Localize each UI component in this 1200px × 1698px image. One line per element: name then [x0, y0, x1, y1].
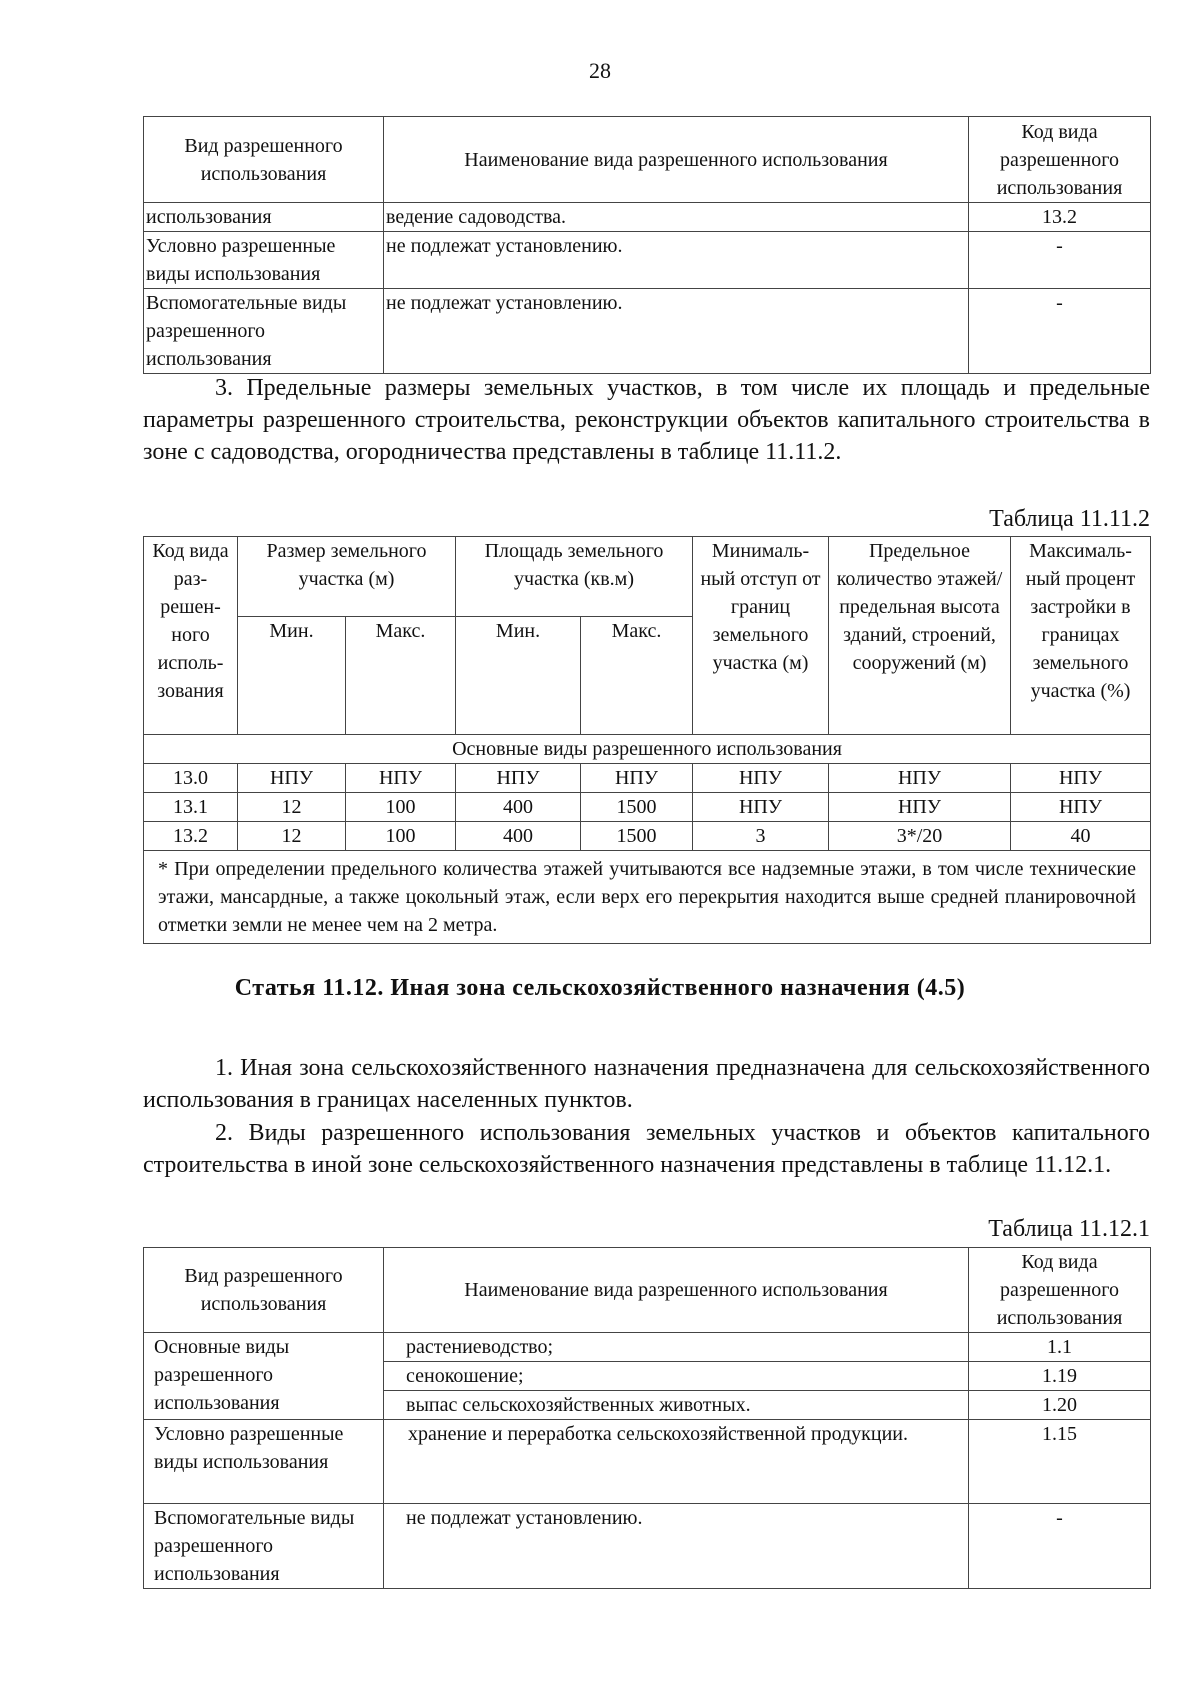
paragraph-1: 1. Иная зона сельскохозяйственного назначения предназначена для сельскохозяйственного использования в границах населенных пунктов.: [143, 1055, 1150, 1113]
cell: НПУ: [829, 793, 1011, 822]
cell: НПУ: [693, 793, 829, 822]
cell: 100: [346, 822, 456, 851]
row-name: выпас сельскохозяйственных животных.: [384, 1391, 969, 1420]
row-name: не подлежат установлению.: [384, 289, 969, 374]
header-code: Код вида разрешенного использования: [969, 1248, 1151, 1333]
cell: 3*/20: [829, 822, 1011, 851]
page-number: 28: [589, 58, 611, 83]
header-kind: Вид разрешенного использования: [144, 1248, 384, 1333]
row-kind: Вспомогательные виды разрешенного использования: [144, 289, 384, 374]
row-code: -: [969, 289, 1151, 374]
cell: 40: [1011, 822, 1151, 851]
header-name: Наименование вида разрешенного использования: [384, 117, 969, 203]
header-size-min: Мин.: [238, 617, 346, 735]
cell: 13.2: [144, 822, 238, 851]
row-code: 1.19: [969, 1362, 1151, 1391]
row-kind: Условно разрешенные виды использования: [144, 232, 384, 289]
header-floors: Предельное количество этажей/ предельная высота зданий, строений, сооружений (м): [829, 537, 1011, 735]
header-area-max: Макс.: [581, 617, 693, 735]
cell: НПУ: [456, 764, 581, 793]
row-name: сенокошение;: [384, 1362, 969, 1391]
header-area: Площадь земельного участка (кв.м): [456, 537, 693, 617]
header-kind: Вид разрешенного использования: [144, 117, 384, 203]
cell: НПУ: [581, 764, 693, 793]
cell: 100: [346, 793, 456, 822]
cell: 13.1: [144, 793, 238, 822]
header-code: Код вида раз-решен-ного исполь-зования: [144, 537, 238, 735]
cell: НПУ: [1011, 793, 1151, 822]
paragraph-2: 2. Виды разрешенного использования земельных участков и объектов капитального строительства в иной зоне сельскохозяйственного назначения представлены в таблице 11.12.1.: [143, 1120, 1150, 1178]
table-footnote: * При определении предельного количества этажей учитываются все надземные этажи, в том числе технические этажи, мансардные, а также цокольный этаж, если верх его перекрытия находится выше средней планировочной отметки земли не менее чем на 2 метра.: [144, 851, 1151, 944]
cell: НПУ: [1011, 764, 1151, 793]
row-code: 13.2: [969, 203, 1151, 232]
aux-code: -: [969, 1504, 1151, 1589]
table-limits-11-11-2: [143, 536, 1151, 944]
header-percent: Максималь-ный процент застройки в границах земельного участка (%): [1011, 537, 1151, 735]
cell: НПУ: [238, 764, 346, 793]
cond-code: 1.15: [969, 1420, 1151, 1504]
table-caption-11-12-1: Таблица 11.12.1: [988, 1216, 1150, 1242]
aux-kind: Вспомогательные виды разрешенного использования: [144, 1504, 384, 1589]
table-zone-uses-continued: [143, 116, 1151, 374]
cell: 400: [456, 822, 581, 851]
row-code: 1.20: [969, 1391, 1151, 1420]
row-name: ведение садоводства.: [384, 203, 969, 232]
aux-name: не подлежат установлению.: [384, 1504, 969, 1589]
cell: 13.0: [144, 764, 238, 793]
section-row: Основные виды разрешенного использования: [144, 735, 1151, 764]
main-kind: Основные виды разрешенного использования: [144, 1333, 384, 1420]
row-kind: использования: [144, 203, 384, 232]
header-size: Размер земельного участка (м): [238, 537, 456, 617]
row-code: -: [969, 232, 1151, 289]
cond-kind: Условно разрешенные виды использования: [144, 1420, 384, 1504]
table-uses-11-12-1: [143, 1247, 1151, 1589]
cell: 1500: [581, 793, 693, 822]
header-area-min: Мин.: [456, 617, 581, 735]
row-code: 1.1: [969, 1333, 1151, 1362]
paragraph-3: 3. Предельные размеры земельных участков, в том числе их площадь и предельные параметры разрешенного строительства, реконструкции объектов капитального строительства в зоне с садоводства, огородничества представлены в таблице 11.11.2.: [143, 375, 1150, 465]
cell: НПУ: [829, 764, 1011, 793]
header-name: Наименование вида разрешенного использования: [384, 1248, 969, 1333]
header-size-max: Макс.: [346, 617, 456, 735]
article-heading: Статья 11.12. Иная зона сельскохозяйственного назначения (4.5): [234, 975, 966, 1001]
header-setback: Минималь-ный отступ от границ земельного участка (м): [693, 537, 829, 735]
cell: 3: [693, 822, 829, 851]
cell: НПУ: [346, 764, 456, 793]
cell: 400: [456, 793, 581, 822]
cond-name: хранение и переработка сельскохозяйственной продукции.: [384, 1420, 969, 1504]
table-caption-11-11-2: Таблица 11.11.2: [989, 506, 1150, 532]
header-code: Код вида разрешенного использования: [969, 117, 1151, 203]
row-name: не подлежат установлению.: [384, 232, 969, 289]
cell: 12: [238, 793, 346, 822]
row-name: растениеводство;: [384, 1333, 969, 1362]
cell: НПУ: [693, 764, 829, 793]
cell: 12: [238, 822, 346, 851]
cell: 1500: [581, 822, 693, 851]
